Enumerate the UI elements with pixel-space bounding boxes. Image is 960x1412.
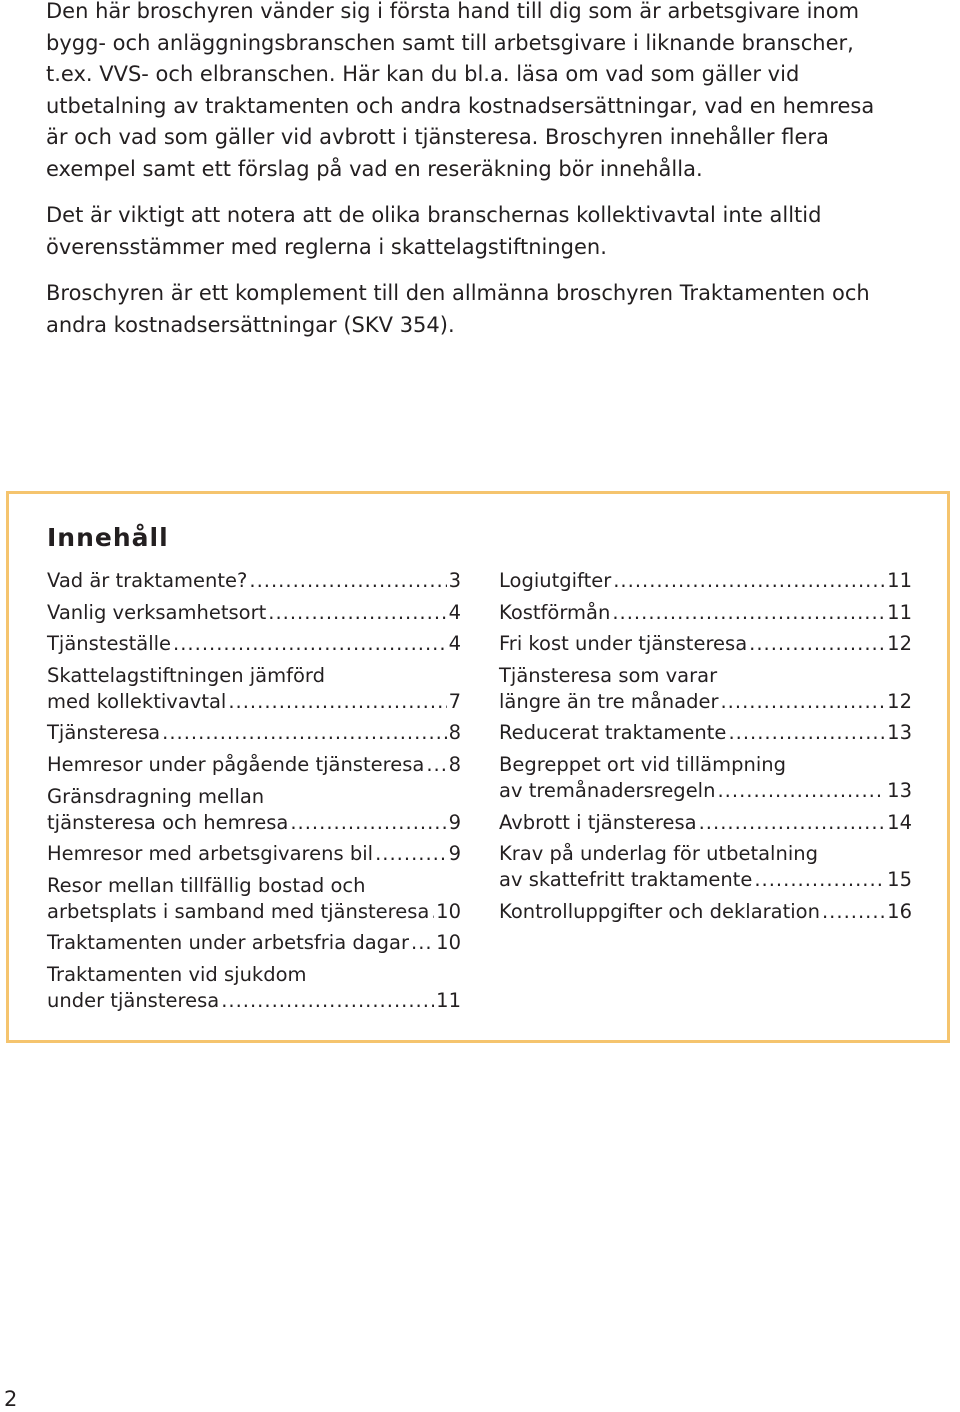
toc-entry-label: Kontrolluppgifter och deklaration [499, 899, 820, 923]
toc-leader-dots [613, 568, 885, 594]
toc-column-left [47, 568, 461, 1020]
toc-leader-dots [720, 689, 885, 715]
toc-entry[interactable] [47, 720, 461, 746]
toc-entry-row [47, 930, 461, 956]
toc-leader-dots [717, 778, 885, 804]
toc-page-number: 13 [887, 721, 912, 745]
toc-entry-row [47, 631, 461, 657]
toc-leader-dots [249, 568, 446, 594]
toc-leader-dots [228, 689, 446, 715]
toc-entry-row [47, 568, 461, 594]
toc-entry-label: med kollektivavtal [47, 689, 227, 713]
toc-entry-label: Krav på underlag för utbetalning [499, 842, 818, 866]
toc-entry-label: arbetsplats i samband med tjänsteresa [47, 899, 430, 923]
table-of-contents [6, 491, 950, 1043]
toc-leader-dots [612, 600, 885, 626]
toc-entry[interactable] [47, 962, 461, 1014]
toc-entry-label: Hemresor med arbetsgivarens bil [47, 842, 374, 866]
toc-entry-row [47, 988, 461, 1014]
toc-entry-row [47, 689, 461, 715]
toc-entry-row [47, 720, 461, 746]
toc-leader-dots [728, 720, 885, 746]
toc-entry-label: av skattefritt traktamente [499, 868, 753, 892]
toc-entry-label: Skattelagstiftningen jämförd [47, 663, 325, 687]
toc-entry-row [499, 631, 912, 657]
toc-entry-label: längre än tre månader [499, 689, 719, 713]
toc-page-number: 12 [887, 632, 912, 656]
toc-entry-line [47, 962, 461, 988]
toc-entry-label: Begreppet ort vid tillämpning [499, 752, 786, 776]
toc-entry-label: Tjänsteställe [47, 632, 172, 656]
toc-page-number: 8 [448, 752, 461, 776]
toc-entry[interactable] [499, 631, 912, 657]
toc-entry-label: under tjänsteresa [47, 988, 220, 1012]
toc-page-number: 11 [887, 600, 912, 624]
toc-leader-dots [162, 720, 446, 746]
toc-entry[interactable] [499, 720, 912, 746]
toc-page-number: 16 [887, 899, 912, 923]
toc-entry-row [47, 841, 461, 867]
toc-entry[interactable] [47, 784, 461, 836]
toc-entry[interactable] [499, 752, 912, 804]
toc-entry[interactable] [47, 568, 461, 594]
toc-page-number: 3 [448, 569, 461, 592]
toc-leader-dots [822, 899, 885, 925]
toc-entry-label: Fri kost under tjänsteresa [499, 632, 748, 656]
toc-leader-dots [699, 810, 886, 836]
toc-entry-line [47, 784, 461, 810]
toc-entry-label: Tjänsteresa som varar [499, 663, 718, 687]
toc-leader-dots [221, 988, 434, 1014]
toc-page-number: 4 [448, 600, 461, 624]
toc-entry[interactable] [499, 899, 912, 925]
toc-entry[interactable] [47, 631, 461, 657]
toc-column-right [499, 568, 912, 930]
toc-entry-line [499, 663, 912, 689]
toc-entry-label: Avbrott i tjänsteresa [499, 810, 697, 834]
toc-entry[interactable] [499, 810, 912, 836]
toc-page-number: 7 [448, 689, 461, 713]
intro-paragraph: Broschyren är ett komplement till den allmänna broschyren Traktamenten och andra kostnadsersättningar (SKV 354). [46, 281, 870, 337]
toc-leader-dots [426, 752, 446, 778]
toc-entry-label: Kostförmån [499, 600, 611, 624]
toc-entry-line [499, 841, 912, 867]
toc-entry-line [47, 663, 461, 689]
toc-entry-row [47, 600, 461, 626]
toc-entry[interactable] [499, 841, 912, 893]
toc-entry-label: Vad är traktamente? [47, 569, 248, 592]
toc-leader-dots [290, 810, 446, 836]
toc-page-number: 8 [448, 721, 461, 745]
intro-text [46, 0, 896, 341]
toc-entry-row [499, 600, 912, 626]
toc-entry-label: tjänsteresa och hemresa [47, 810, 289, 834]
toc-entry-label: av tremånadersregeln [499, 778, 716, 802]
intro-paragraph: Det är viktigt att notera att de olika branschernas kollektivavtal inte alltid överensstämmer med reglerna i skattelagstiftningen. [46, 203, 822, 259]
toc-entry[interactable] [47, 841, 461, 867]
toc-entry-row [499, 689, 912, 715]
toc-leader-dots [754, 867, 885, 893]
toc-page-number: 9 [448, 842, 461, 866]
toc-entry-row [499, 867, 912, 893]
toc-page-number: 13 [887, 778, 912, 802]
toc-entry-label: Vanlig verksamhetsort [47, 600, 267, 624]
toc-page-number: 10 [436, 931, 461, 955]
toc-entry-label: Traktamenten vid sjukdom [47, 962, 307, 986]
toc-entry-row [47, 899, 461, 925]
toc-entry-line [47, 873, 461, 899]
toc-page-number: 15 [887, 868, 912, 892]
toc-entry[interactable] [499, 663, 912, 715]
toc-entry[interactable] [47, 873, 461, 925]
toc-entry-row [499, 778, 912, 804]
intro-paragraph: Den här broschyren vänder sig i första hand till dig som är arbetsgivare inom bygg- och anläggningsbranschen samt till arbetsgivare i liknande branscher, t.ex. VVS- och elbranschen. Här kan du bl.a. läsa om vad som gäller vid utbetalning av traktamenten och andra kostnadsersättningar, vad en hemresa är och vad som gäller vid avbrott i tjänsteresa. Broschyren innehåller flera exempel samt ett förslag på vad en reseräkning bör innehålla. [46, 0, 875, 181]
toc-page-number: 11 [436, 988, 461, 1012]
toc-entry-row [499, 720, 912, 746]
toc-entry[interactable] [499, 600, 912, 626]
toc-page-number: 9 [448, 810, 461, 834]
toc-title: Innehåll [47, 523, 169, 552]
toc-leader-dots [749, 631, 885, 657]
toc-page-number: 4 [448, 632, 461, 656]
page-number: 2 [4, 1387, 18, 1411]
toc-entry-label: Tjänsteresa [47, 721, 161, 745]
toc-entry-row [47, 810, 461, 836]
toc-entry-label: Hemresor under pågående tjänsteresa [47, 752, 425, 776]
toc-leader-dots [173, 631, 447, 657]
toc-entry-row [499, 568, 912, 594]
toc-entry-label: Traktamenten under arbetsfria dagar [47, 931, 410, 955]
toc-entry[interactable] [47, 930, 461, 956]
toc-entry[interactable] [499, 568, 912, 594]
toc-entry-row [499, 810, 912, 836]
toc-entry-line [499, 752, 912, 778]
toc-page-number: 11 [887, 569, 912, 592]
toc-entry-row [499, 899, 912, 925]
toc-leader-dots [268, 600, 446, 626]
toc-leader-dots [431, 899, 434, 925]
toc-entry-label: Logiutgifter [499, 569, 612, 592]
toc-entry[interactable] [47, 663, 461, 715]
toc-entry[interactable] [47, 600, 461, 626]
toc-entry[interactable] [47, 752, 461, 778]
toc-page-number: 14 [887, 810, 912, 834]
toc-page-number: 10 [436, 899, 461, 923]
toc-entry-label: Reducerat traktamente [499, 721, 727, 745]
toc-leader-dots [411, 930, 434, 956]
toc-entry-label: Gränsdragning mellan [47, 784, 265, 808]
toc-entry-label: Resor mellan tillfällig bostad och [47, 873, 366, 897]
toc-leader-dots [375, 841, 447, 867]
toc-page-number: 12 [887, 689, 912, 713]
toc-entry-row [47, 752, 461, 778]
